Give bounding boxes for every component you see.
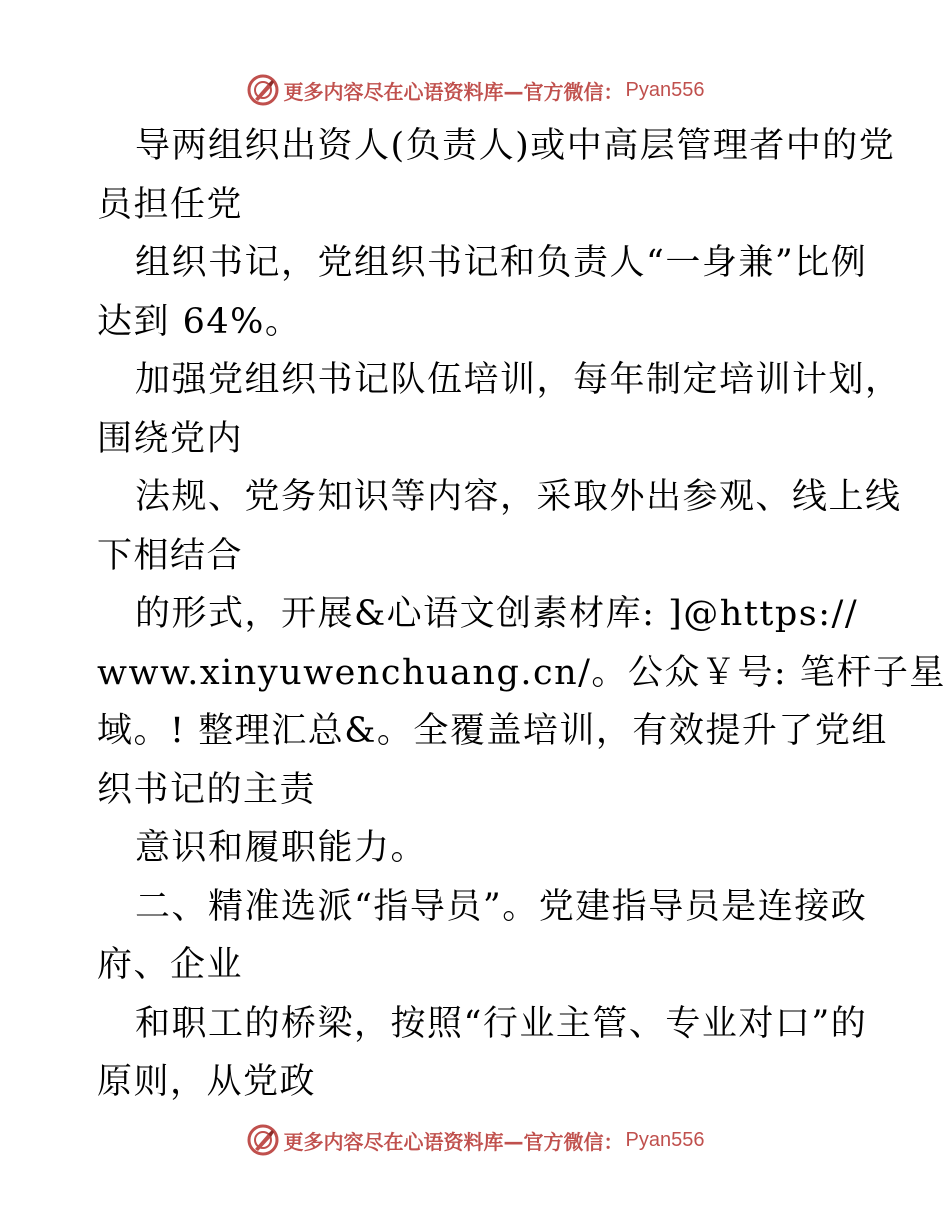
pen-logo-icon bbox=[246, 73, 280, 107]
footer-watermark-banner bbox=[0, 1120, 950, 1160]
text-line: 导两组织出资人(负责人)或中高层管理者中的党 bbox=[135, 126, 896, 166]
text-line: 法规、党务知识等内容，采取外出参观、线上线 bbox=[135, 477, 902, 517]
header-watermark-text: 更多内容尽在心语资料库—官方微信： bbox=[283, 79, 624, 104]
header-watermark-banner bbox=[0, 70, 950, 110]
text-line: 域。! 整理汇总&。全覆盖培训，有效提升了党组 bbox=[97, 711, 888, 751]
footer-watermark-id: Pyan556 bbox=[625, 1128, 705, 1151]
text-line: 组织书记，党组织书记和负责人“一身兼”比例 bbox=[135, 243, 868, 283]
text-line: 府、企业 bbox=[97, 945, 244, 985]
header-watermark-id: Pyan556 bbox=[625, 78, 705, 101]
document-body bbox=[97, 117, 946, 1112]
text-line: 原则，从党政 bbox=[97, 1062, 317, 1102]
text-line: 和职工的桥梁，按照“行业主管、专业对口”的 bbox=[135, 1003, 868, 1044]
text-line: 下相结合 bbox=[97, 535, 244, 576]
text-line: 意识和履职能力。 bbox=[135, 828, 428, 868]
text-line: 二、精准选派“指导员”。党建指导员是连接政 bbox=[135, 886, 868, 927]
text-line: 的形式，开展&心语文创素材库: ]@https:// bbox=[135, 594, 859, 634]
footer-watermark-text: 更多内容尽在心语资料库—官方微信： bbox=[283, 1129, 624, 1154]
text-line: 围绕党内 bbox=[97, 418, 244, 459]
text-line: 加强党组织书记队伍培训，每年制定培训计划， bbox=[135, 360, 902, 400]
text-line: 员担任党 bbox=[97, 184, 244, 225]
text-line: www.xinyuwenchuang.cn/。公众￥号: 笔杆子星 bbox=[97, 652, 946, 693]
text-line: 织书记的主责 bbox=[97, 769, 317, 810]
text-line: 达到 64%。 bbox=[97, 301, 302, 342]
pen-logo-icon bbox=[246, 1123, 280, 1157]
